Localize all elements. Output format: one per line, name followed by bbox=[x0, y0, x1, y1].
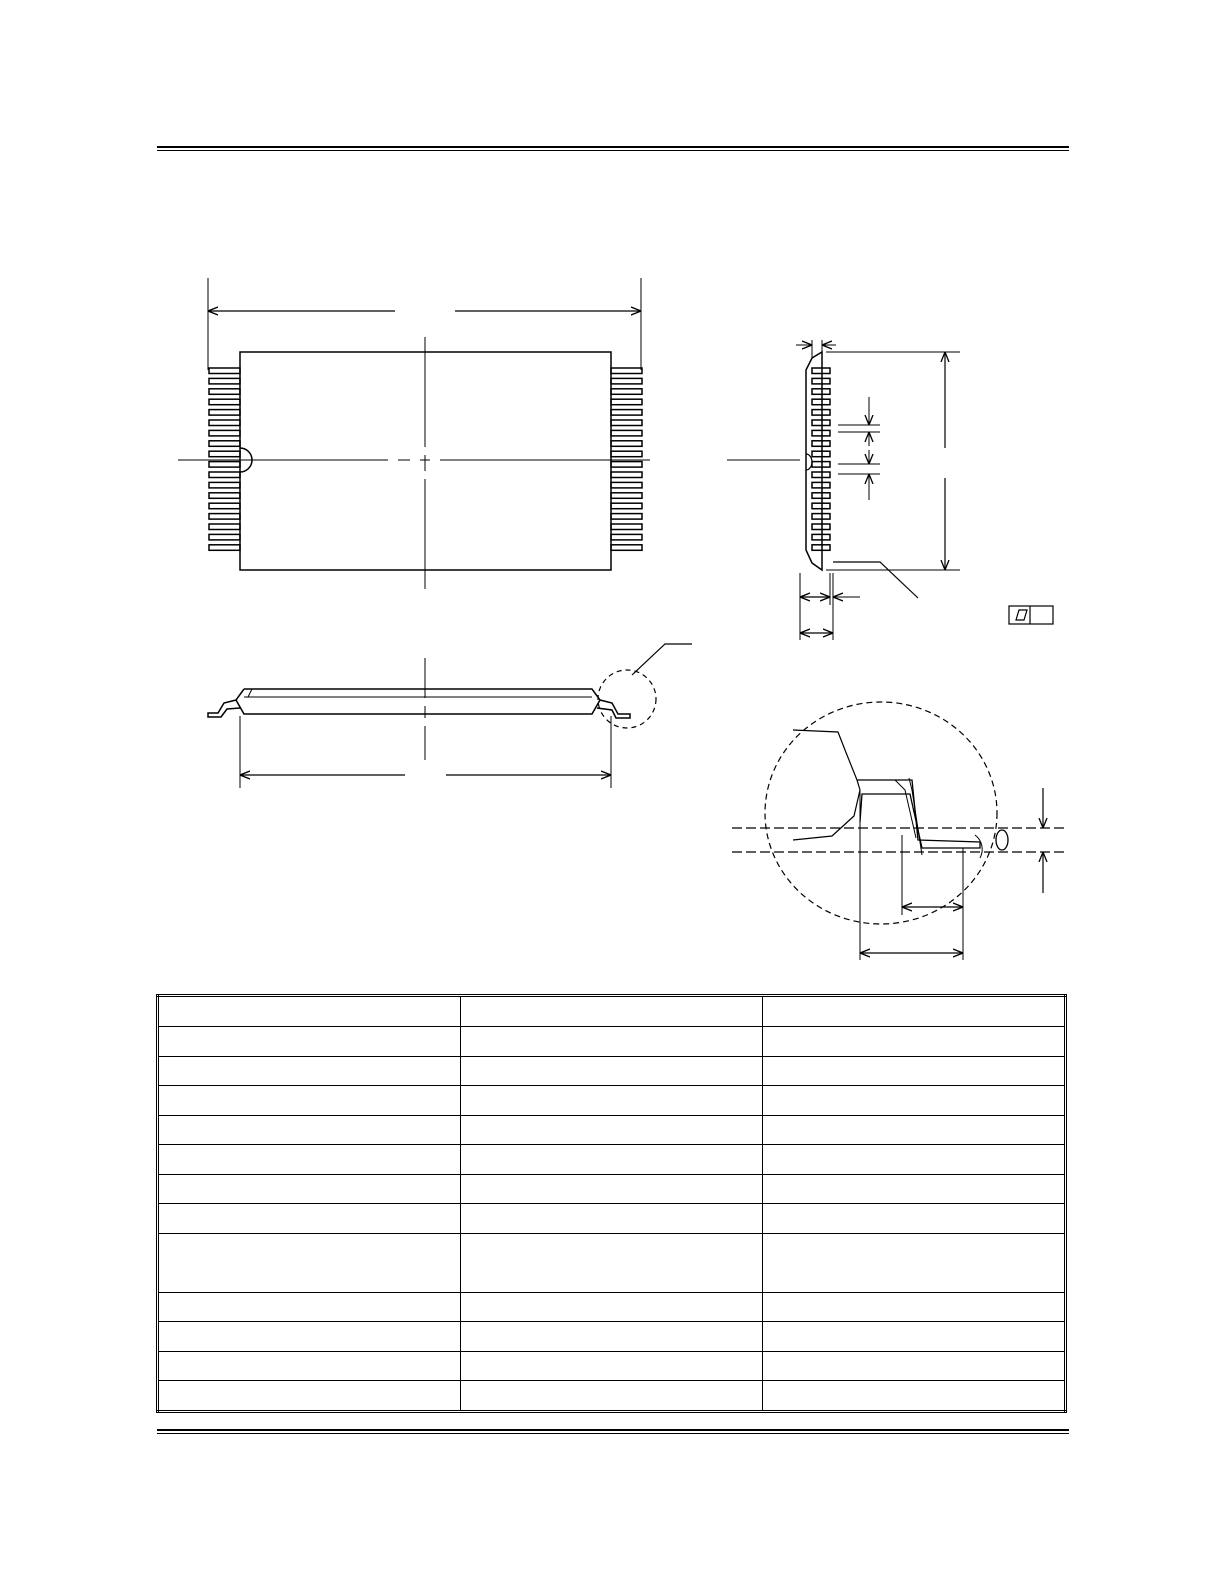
table-row bbox=[158, 1145, 1066, 1174]
table-cell bbox=[763, 996, 1066, 1027]
lead bbox=[209, 399, 240, 405]
table-cell bbox=[460, 1233, 763, 1292]
table-cell bbox=[460, 1145, 763, 1174]
table-cell bbox=[763, 1322, 1066, 1351]
table-row bbox=[158, 1351, 1066, 1380]
flatness-symbol bbox=[1009, 606, 1053, 624]
lead bbox=[812, 389, 830, 395]
lead bbox=[611, 503, 642, 509]
lead bbox=[611, 545, 642, 551]
table-row bbox=[158, 1026, 1066, 1057]
lead bbox=[611, 410, 642, 416]
lead bbox=[611, 368, 642, 374]
end-view-leads bbox=[812, 368, 830, 550]
lead bbox=[611, 378, 642, 384]
footer-rule-thick bbox=[157, 1429, 1069, 1431]
lead bbox=[209, 534, 240, 540]
lead bbox=[209, 441, 240, 447]
table-cell bbox=[460, 1174, 763, 1203]
table-row bbox=[158, 1057, 1066, 1086]
lead bbox=[812, 430, 830, 436]
table-cell bbox=[460, 1057, 763, 1086]
left-lead-profile bbox=[208, 700, 240, 717]
table-cell bbox=[158, 1233, 461, 1292]
lead bbox=[209, 493, 240, 499]
right-lead-profile bbox=[597, 700, 630, 718]
lead bbox=[611, 462, 642, 468]
table-row bbox=[158, 1174, 1066, 1203]
lead bbox=[812, 420, 830, 426]
table-cell bbox=[763, 1115, 1066, 1144]
table-cell bbox=[460, 1292, 763, 1321]
end-view bbox=[727, 340, 960, 640]
table-cell bbox=[460, 996, 763, 1027]
table-cell bbox=[460, 1204, 763, 1233]
table-cell bbox=[763, 1381, 1066, 1412]
lead bbox=[812, 524, 830, 530]
lead bbox=[812, 441, 830, 447]
table-row bbox=[158, 996, 1066, 1027]
right-leads bbox=[611, 368, 642, 550]
lead bbox=[611, 399, 642, 405]
lead bbox=[812, 514, 830, 520]
table-row bbox=[158, 1322, 1066, 1351]
table-cell bbox=[763, 1292, 1066, 1321]
lead bbox=[209, 472, 240, 478]
lead bbox=[611, 482, 642, 488]
lead bbox=[611, 420, 642, 426]
table-cell bbox=[763, 1086, 1066, 1115]
table-cell bbox=[158, 1174, 461, 1203]
table-cell bbox=[460, 1351, 763, 1380]
table-cell bbox=[158, 1292, 461, 1321]
lead bbox=[812, 472, 830, 478]
lead bbox=[209, 524, 240, 530]
table-cell bbox=[763, 1145, 1066, 1174]
table-cell bbox=[763, 1057, 1066, 1086]
detail-leader bbox=[632, 644, 692, 675]
table-row bbox=[158, 1233, 1066, 1292]
lead bbox=[611, 472, 642, 478]
lead bbox=[209, 410, 240, 416]
table-cell bbox=[158, 1145, 461, 1174]
table-cell bbox=[158, 1204, 461, 1233]
lead bbox=[209, 462, 240, 468]
side-view bbox=[208, 644, 692, 788]
lead bbox=[209, 389, 240, 395]
lead bbox=[611, 514, 642, 520]
lead bbox=[611, 430, 642, 436]
table-cell bbox=[460, 1115, 763, 1144]
lead bbox=[209, 430, 240, 436]
lead bbox=[209, 503, 240, 509]
table-cell bbox=[158, 1057, 461, 1086]
table-cell bbox=[763, 1351, 1066, 1380]
lead bbox=[209, 482, 240, 488]
lead bbox=[611, 534, 642, 540]
lead bbox=[611, 451, 642, 457]
lead bbox=[812, 378, 830, 384]
lead-profile-detail bbox=[857, 780, 980, 848]
footer-rule-thin bbox=[157, 1433, 1069, 1434]
table-cell bbox=[763, 1026, 1066, 1057]
table-cell bbox=[158, 1381, 461, 1412]
dimensions-table bbox=[156, 994, 1067, 1413]
table-cell bbox=[763, 1174, 1066, 1203]
lead bbox=[209, 451, 240, 457]
lead bbox=[611, 441, 642, 447]
lead bbox=[209, 368, 240, 374]
lead bbox=[812, 545, 830, 551]
lead bbox=[812, 410, 830, 416]
table-cell bbox=[460, 1086, 763, 1115]
table-row bbox=[158, 1115, 1066, 1144]
table-cell bbox=[763, 1204, 1066, 1233]
left-leads bbox=[209, 368, 240, 550]
table-cell bbox=[158, 1115, 461, 1144]
lead bbox=[812, 462, 830, 468]
table-row bbox=[158, 1204, 1066, 1233]
detail-circle bbox=[765, 702, 997, 924]
lead-detail-view bbox=[732, 702, 1065, 960]
lead bbox=[611, 524, 642, 530]
lead bbox=[812, 503, 830, 509]
table-cell bbox=[460, 1322, 763, 1351]
top-view bbox=[178, 278, 660, 590]
table-row bbox=[158, 1086, 1066, 1115]
lead bbox=[812, 534, 830, 540]
table-row bbox=[158, 1381, 1066, 1412]
table-cell bbox=[158, 1322, 461, 1351]
lead bbox=[209, 514, 240, 520]
lead bbox=[812, 368, 830, 374]
lead bbox=[209, 378, 240, 384]
table-cell bbox=[158, 1351, 461, 1380]
lead bbox=[812, 399, 830, 405]
table-cell bbox=[460, 1381, 763, 1412]
lead bbox=[812, 493, 830, 499]
angle-symbol bbox=[996, 830, 1008, 850]
table-cell bbox=[158, 1086, 461, 1115]
lead bbox=[611, 493, 642, 499]
table-cell bbox=[763, 1233, 1066, 1292]
table-cell bbox=[158, 996, 461, 1027]
lead bbox=[611, 389, 642, 395]
table-row bbox=[158, 1292, 1066, 1321]
lead bbox=[209, 545, 240, 551]
table-cell bbox=[158, 1026, 461, 1057]
detail-circle-marker bbox=[598, 670, 656, 728]
lead bbox=[812, 482, 830, 488]
lead bbox=[209, 420, 240, 426]
lead bbox=[812, 451, 830, 457]
table-cell bbox=[460, 1026, 763, 1057]
